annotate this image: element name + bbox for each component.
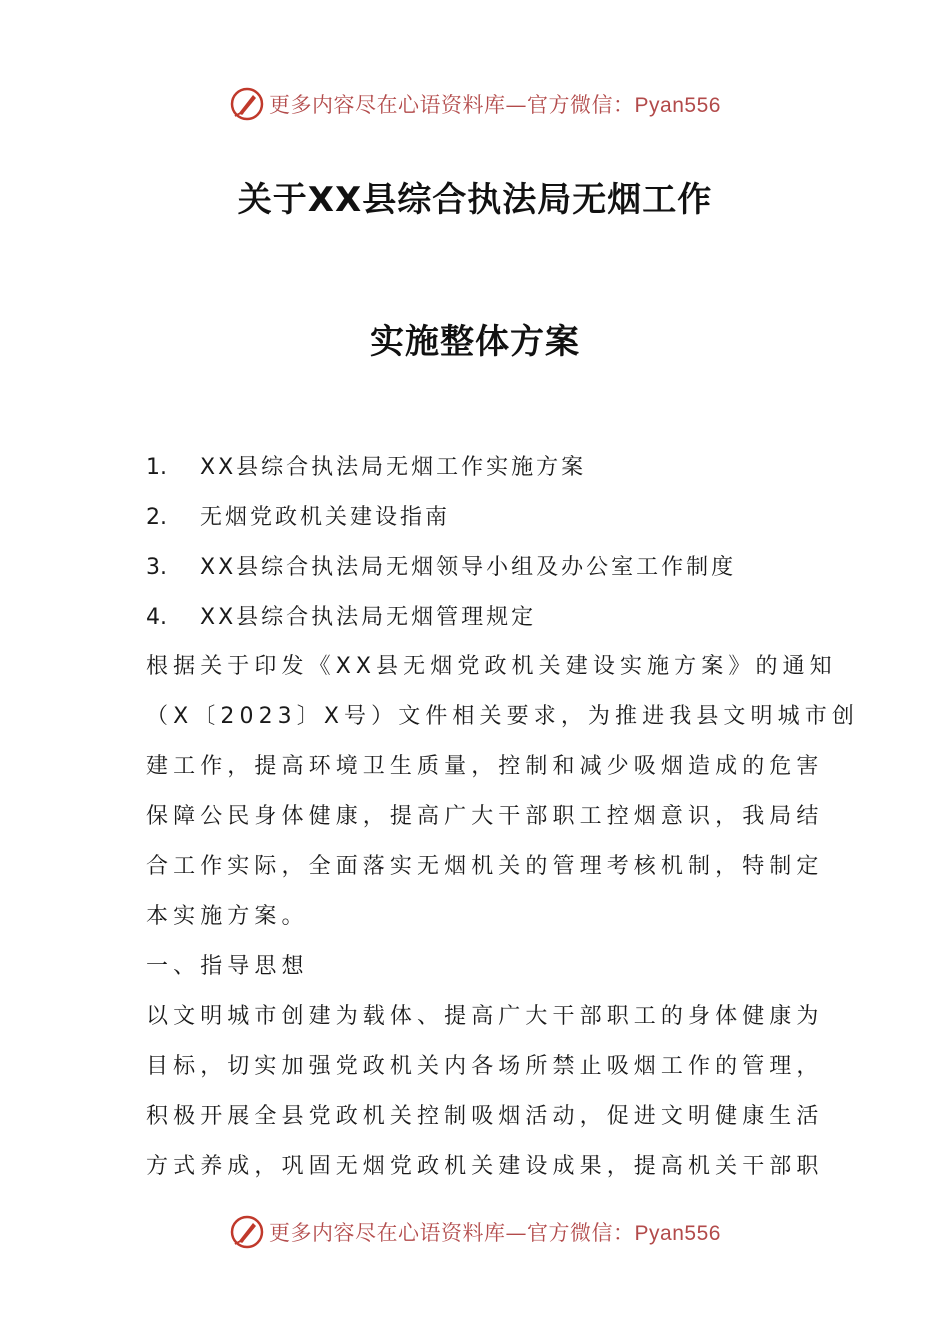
- document-title-line2: 实施整体方案: [370, 322, 580, 362]
- watermark-footer: [0, 1212, 950, 1252]
- paragraph-line: 目标，切实加强党政机关内各场所禁止吸烟工作的管理，: [146, 1054, 824, 1079]
- list-item-text: XX县综合执法局无烟管理规定: [200, 605, 537, 630]
- paragraph-line: 合工作实际，全面落实无烟机关的管理考核机制，特制定: [146, 854, 824, 879]
- list-item-number: 1.: [146, 455, 167, 480]
- watermark-header: [0, 84, 950, 124]
- document-title-line1: 关于XX县综合执法局无烟工作: [237, 180, 713, 220]
- paragraph-line: 方式养成，巩固无烟党政机关建设成果，提高机关干部职: [146, 1154, 824, 1179]
- quill-logo-icon: [229, 1214, 265, 1250]
- section-paragraph: [146, 992, 824, 1192]
- paragraph-line: 建工作，提高环境卫生质量，控制和减少吸烟造成的危害: [146, 754, 824, 779]
- list-item-text: XX县综合执法局无烟工作实施方案: [200, 455, 587, 480]
- watermark-text: 更多内容尽在心语资料库—官方微信：Pyan556: [269, 93, 721, 117]
- paragraph-line: （X〔2023〕X号）文件相关要求，为推进我县文明城市创: [146, 704, 859, 729]
- watermark-wechat-id: Pyan556: [634, 1222, 721, 1245]
- section-heading-text: 一、指导思想: [146, 954, 309, 979]
- section-heading: [146, 942, 811, 992]
- paragraph-line: 保障公民身体健康，提高广大干部职工控烟意识，我局结: [146, 804, 824, 829]
- list-item-number: 2.: [146, 505, 167, 530]
- paragraph-line: 根据关于印发《XX县无烟党政机关建设实施方案》的通知: [146, 654, 837, 679]
- paragraph-line: 本实施方案。: [146, 904, 309, 929]
- paragraph-line: 积极开展全县党政机关控制吸烟活动，促进文明健康生活: [146, 1104, 824, 1129]
- list-item: [146, 448, 736, 498]
- list-item: [146, 548, 736, 598]
- list-item: [146, 598, 736, 648]
- quill-logo-icon: [229, 86, 265, 122]
- contents-list: [146, 448, 736, 648]
- list-item-text: XX县综合执法局无烟领导小组及办公室工作制度: [200, 555, 737, 580]
- watermark-wechat-id: Pyan556: [634, 94, 721, 117]
- watermark-text: 更多内容尽在心语资料库—官方微信：Pyan556: [269, 1221, 721, 1245]
- list-item-number: 4.: [146, 605, 167, 630]
- list-item-number: 3.: [146, 555, 167, 580]
- list-item: [146, 498, 736, 548]
- intro-paragraph: [146, 642, 859, 942]
- list-item-text: 无烟党政机关建设指南: [200, 505, 451, 530]
- paragraph-line: 以文明城市创建为载体、提高广大干部职工的身体健康为: [146, 1004, 824, 1029]
